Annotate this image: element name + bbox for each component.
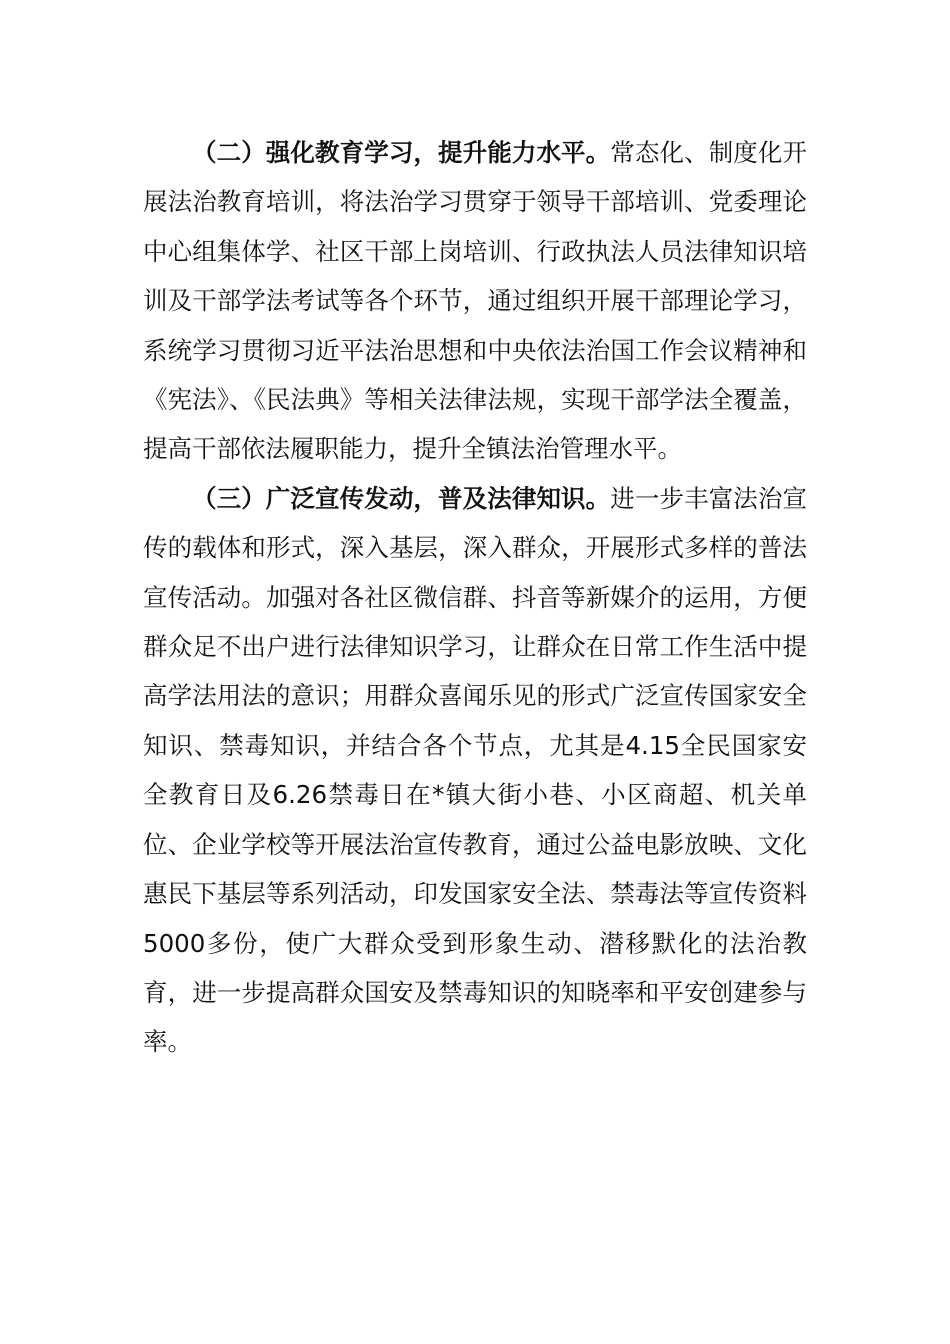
paragraph-text: 进一步丰富法治宣传的载体和形式，深入基层，深入群众，开展形式多样的普法宣传活动。加强对各社区微信群、抖音等新媒介的运用，方便群众足不出户进行法律知识学习，让群众在日常工作生活中提高学法用法的意识；用群众喜闻乐见的形式广泛宣传国家安全知识、禁毒知识，并结合各个节点，尤其是4.15全民国家安全教育日及6.26禁毒日在*镇大街小巷、小区商超、机关单位、企业学校等开展法治宣传教育，通过公益电影放映、文化惠民下基层等系列活动，印发国家安全法、禁毒法等宣传资料5000多份，使广大群众受到形象生动、潜移默化的法治教育，进一步提高群众国安及禁毒知识的知晓率和平安创建参与率。 <box>143 483 808 1057</box>
paragraph-text: 常态化、制度化开展法治教育培训，将法治学习贯穿于领导干部培训、党委理论中心组集体学、社区干部上岗培训、行政执法人员法律知识培训及干部学法考试等各个环节，通过组织开展干部理论学习，系统学习贯彻习近平法治思想和中央依法治国工作会议精神和《宪法》、《民法典》等相关法律法规，实现干部学法全覆盖，提高干部依法履职能力，提升全镇法治管理水平。 <box>143 138 808 464</box>
paragraph-three <box>143 474 807 1067</box>
paragraph-heading: （三）广泛宣传发动，普及法律知识。 <box>192 483 611 513</box>
paragraph-heading: （二）强化教育学习，提升能力水平。 <box>192 138 611 167</box>
document-body <box>143 128 807 1067</box>
paragraph-two <box>143 128 807 474</box>
